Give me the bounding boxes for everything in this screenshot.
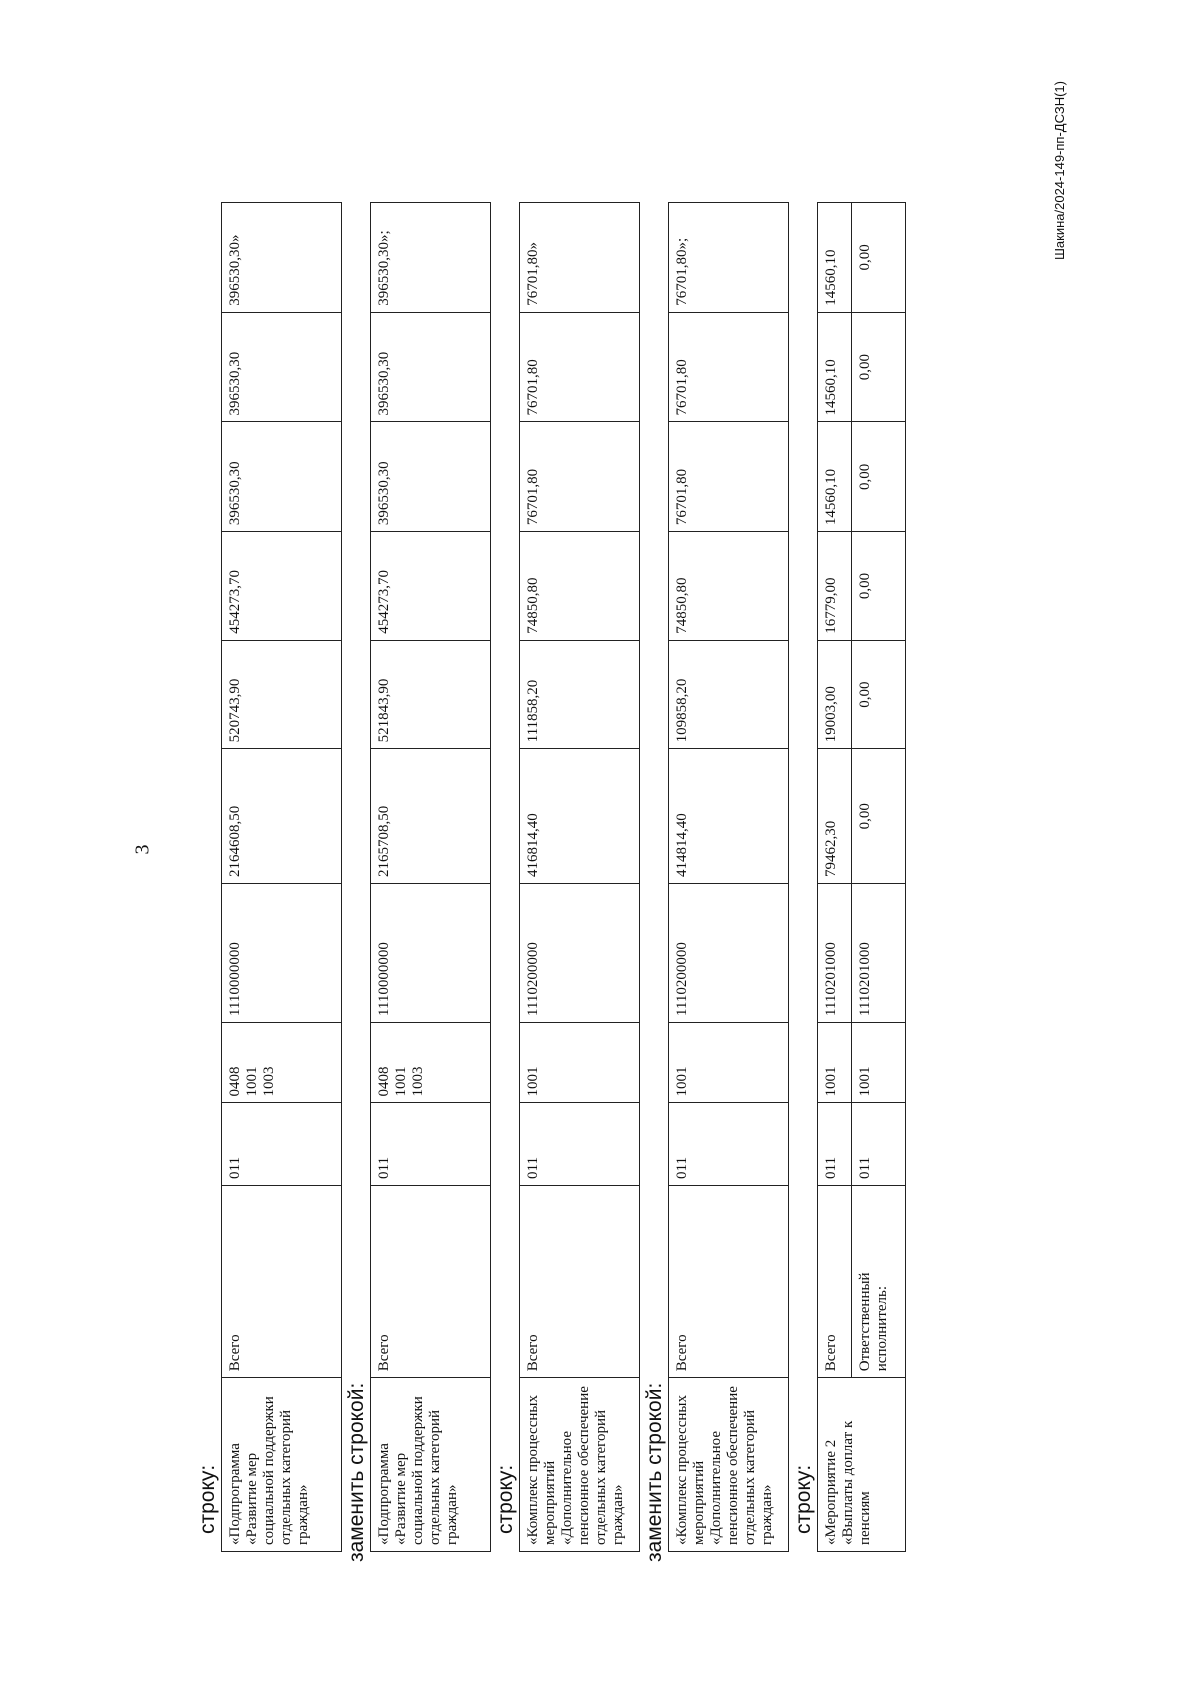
amendment-block (493, 112, 640, 1562)
program-name-cell: «Подпрограмма «Развитие мер социальной поддержки отдельных категорий граждан» (371, 1378, 491, 1552)
value-cell: 76701,80 (520, 422, 640, 532)
amendment-block (791, 112, 906, 1562)
budget-table (519, 202, 640, 1552)
page-number: 3 (131, 844, 154, 855)
value-cell: 520743,90 (222, 640, 342, 749)
value-cell: 0,00 (852, 312, 906, 422)
grbs-cell: 011 (520, 1103, 640, 1186)
value-cell: 454273,70 (222, 532, 342, 641)
target-article-cell: 1110201000 (818, 884, 852, 1023)
budget-table (668, 202, 789, 1552)
target-article-cell: 1110200000 (520, 884, 640, 1023)
table-row (669, 203, 789, 1552)
table-row (520, 203, 640, 1552)
grbs-cell: 011 (852, 1103, 906, 1186)
value-cell: 396530,30 (371, 312, 491, 422)
value-cell: 396530,30 (222, 312, 342, 422)
section-code-cell: 1001 (852, 1023, 906, 1103)
funding-type-cell: Всего (520, 1185, 640, 1377)
section-code-cell: 1001 (669, 1023, 789, 1103)
value-cell: 0,00 (852, 203, 906, 313)
grbs-cell: 011 (818, 1103, 852, 1186)
block-heading: заменить строкой: (643, 1382, 666, 1562)
block-heading: строку: (494, 1464, 517, 1534)
value-cell: 111858,20 (520, 640, 640, 749)
section-code-cell: 1001 (818, 1023, 852, 1103)
value-cell: 16779,00 (818, 532, 852, 641)
value-cell: 2165708,50 (371, 749, 491, 884)
target-article-cell: 1110200000 (669, 884, 789, 1023)
program-name-cell: «Подпрограмма «Развитие мер социальной поддержки отдельных категорий граждан» (222, 1378, 342, 1552)
value-cell: 14560,10 (818, 312, 852, 422)
value-cell: 79462,30 (818, 749, 852, 884)
value-cell: 396530,30»; (371, 203, 491, 313)
block-heading: строку: (792, 1464, 815, 1534)
value-cell: 396530,30» (222, 203, 342, 313)
value-cell: 521843,90 (371, 640, 491, 749)
value-cell: 76701,80 (669, 422, 789, 532)
value-cell: 396530,30 (371, 422, 491, 532)
target-article-cell: 1110000000 (222, 884, 342, 1023)
value-cell: 14560,10 (818, 203, 852, 313)
amendment-block (642, 112, 789, 1562)
value-cell: 416814,40 (520, 749, 640, 884)
block-heading: заменить строкой: (345, 1382, 368, 1562)
budget-table (817, 202, 906, 1552)
value-cell: 109858,20 (669, 640, 789, 749)
program-name-cell: «Комплекс процессных мероприятий «Дополнительное пенсионное обеспечение отдельных категорий граждан» (520, 1378, 640, 1552)
table-row (371, 203, 491, 1552)
section-code-cell: 1001 (520, 1023, 640, 1103)
section-code-cell: 0408 1001 1003 (371, 1023, 491, 1103)
funding-type-cell: Всего (222, 1185, 342, 1377)
value-cell: 14560,10 (818, 422, 852, 532)
funding-type-cell: Ответственный исполнитель: (852, 1185, 906, 1377)
grbs-cell: 011 (222, 1103, 342, 1186)
budget-table (221, 202, 342, 1552)
target-article-cell: 1110201000 (852, 884, 906, 1023)
value-cell: 0,00 (852, 749, 906, 884)
rotated-content (195, 112, 1075, 1562)
value-cell: 414814,40 (669, 749, 789, 884)
program-name-cell: «Комплекс процессных мероприятий «Дополнительное пенсионное обеспечение отдельных категорий граждан» (669, 1378, 789, 1552)
document-footer-code: Шакина/2024-149-пп-ДСЗН(1) (1052, 81, 1067, 260)
amendment-block (344, 112, 491, 1562)
value-cell: 74850,80 (669, 532, 789, 641)
table-row (818, 203, 852, 1552)
funding-type-cell: Всего (371, 1185, 491, 1377)
grbs-cell: 011 (371, 1103, 491, 1186)
funding-type-cell: Всего (669, 1185, 789, 1377)
target-article-cell: 1110000000 (371, 884, 491, 1023)
value-cell: 0,00 (852, 532, 906, 641)
value-cell: 76701,80»; (669, 203, 789, 313)
grbs-cell: 011 (669, 1103, 789, 1186)
value-cell: 19003,00 (818, 640, 852, 749)
value-cell: 396530,30 (222, 422, 342, 532)
budget-table (370, 202, 491, 1552)
value-cell: 454273,70 (371, 532, 491, 641)
value-cell: 76701,80 (520, 312, 640, 422)
table-row (222, 203, 342, 1552)
value-cell: 2164608,50 (222, 749, 342, 884)
section-code-cell: 0408 1001 1003 (222, 1023, 342, 1103)
funding-type-cell: Всего (818, 1185, 852, 1377)
block-heading: строку: (196, 1464, 219, 1534)
value-cell: 74850,80 (520, 532, 640, 641)
value-cell: 0,00 (852, 640, 906, 749)
table-row (852, 203, 906, 1552)
value-cell: 0,00 (852, 422, 906, 532)
amendment-block (195, 112, 342, 1562)
value-cell: 76701,80» (520, 203, 640, 313)
program-name-cell: «Мероприятие 2 «Выплаты доплат к пенсиям (818, 1378, 906, 1552)
value-cell: 76701,80 (669, 312, 789, 422)
